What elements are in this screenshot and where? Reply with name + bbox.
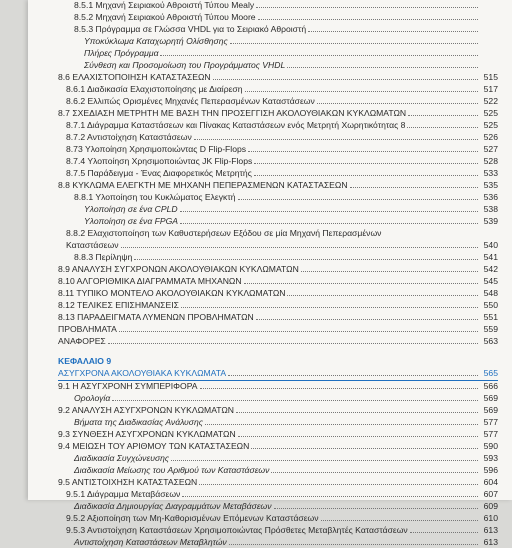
toc-entry bbox=[58, 264, 498, 275]
dot-leader bbox=[229, 537, 478, 545]
toc-page-number: 536 bbox=[483, 192, 498, 202]
toc-entry-title: Αντιστοίχηση Καταστάσεων Μεταβλητών bbox=[74, 537, 227, 547]
dot-leader bbox=[230, 36, 478, 44]
dot-leader bbox=[248, 144, 478, 152]
toc-entry-title: ΠΡΟΒΛΗΜΑΤΑ bbox=[58, 324, 117, 334]
toc-entry bbox=[58, 180, 498, 191]
toc-entry bbox=[58, 429, 498, 440]
dot-leader bbox=[321, 513, 478, 521]
toc-entry-title: Διαδικασία Μείωσης του Αριθμού των Καταστάσεων bbox=[74, 465, 270, 475]
toc-entry bbox=[58, 96, 498, 107]
chapter-heading bbox=[58, 356, 498, 367]
toc-entry bbox=[58, 368, 498, 379]
dot-leader bbox=[256, 0, 478, 8]
dot-leader bbox=[205, 417, 478, 425]
toc-entry-title: 9.5 ΑΝΤΙΣΤΟΙΧΗΣΗ ΚΑΤΑΣΤΑΣΕΩΝ bbox=[58, 477, 198, 487]
toc-entry-title: 8.6.1 Διαδικασία Ελαχιστοποίησης με Διαίρεση bbox=[66, 84, 243, 94]
toc-page-number: 517 bbox=[483, 84, 498, 94]
dot-leader bbox=[308, 24, 478, 32]
dot-leader bbox=[200, 381, 478, 389]
toc-entry bbox=[58, 156, 498, 167]
toc-entry-title: 9.3 ΣΥΝΘΕΣΗ ΑΣΥΓΧΡΟΝΩΝ ΚΥΚΛΩΜΑΤΩΝ bbox=[58, 429, 236, 439]
toc-entry bbox=[58, 120, 498, 131]
toc-entry-title: 8.6.2 Ελλιπώς Ορισμένες Μηχανές Πεπερασμένων Καταστάσεων bbox=[66, 96, 315, 106]
dot-leader bbox=[236, 405, 478, 413]
toc-page-number: 613 bbox=[483, 537, 498, 547]
dot-leader bbox=[112, 393, 478, 401]
toc-entry-title: Βήματα της Διαδικασίας Ανάλυσης bbox=[74, 417, 203, 427]
dot-leader bbox=[271, 465, 478, 473]
toc-entry bbox=[58, 216, 498, 227]
dot-leader bbox=[171, 453, 478, 461]
toc-page-number: 526 bbox=[483, 132, 498, 142]
dot-leader bbox=[238, 192, 478, 200]
toc-entry bbox=[58, 393, 498, 404]
toc-entry-title: Υποκύκλωμα Καταχωρητή Ολίσθησης bbox=[84, 36, 228, 46]
dot-leader bbox=[160, 48, 478, 56]
dot-leader bbox=[228, 368, 478, 376]
toc-page-number: 607 bbox=[483, 489, 498, 499]
toc-entry bbox=[58, 84, 498, 95]
toc-entry-title: Ορολογία bbox=[74, 393, 111, 403]
dot-leader bbox=[181, 300, 478, 308]
toc-entry bbox=[58, 525, 498, 536]
toc-entry bbox=[58, 228, 498, 239]
toc-entry bbox=[58, 501, 498, 512]
dot-leader bbox=[301, 264, 478, 272]
toc-page-number: 542 bbox=[483, 264, 498, 274]
toc-page-number: 533 bbox=[483, 168, 498, 178]
toc-page-number: 538 bbox=[483, 204, 498, 214]
dot-leader bbox=[256, 312, 478, 320]
dot-leader bbox=[180, 216, 478, 224]
toc-entry bbox=[58, 12, 498, 23]
toc-page-number: 577 bbox=[483, 429, 498, 439]
dot-leader bbox=[287, 60, 478, 68]
toc-entry bbox=[58, 204, 498, 215]
toc-entry bbox=[58, 48, 498, 59]
dot-leader bbox=[410, 525, 478, 533]
toc-entry bbox=[58, 72, 498, 83]
toc-entry-title: 8.9 ΑΝΑΛΥΣΗ ΣΥΓΧΡΟΝΩΝ ΑΚΟΛΟΥΘΙΑΚΩΝ ΚΥΚΛΩΜΑΤΩΝ bbox=[58, 264, 299, 274]
toc-entry-title: 8.6 ΕΛΑΧΙΣΤΟΠΟΙΗΣΗ ΚΑΤΑΣΤΑΣΕΩΝ bbox=[58, 72, 211, 82]
toc-entry bbox=[58, 168, 498, 179]
toc-entry bbox=[58, 0, 498, 11]
dot-leader bbox=[238, 429, 478, 437]
toc-page-number: 610 bbox=[483, 513, 498, 523]
toc-entry-title: 8.11 ΤΥΠΙΚΟ ΜΟΝΤΕΛΟ ΑΚΟΛΟΥΘΙΑΚΩΝ ΚΥΚΛΩΜΑΤΩΝ bbox=[58, 288, 286, 298]
dot-leader bbox=[350, 180, 478, 188]
toc-entry bbox=[58, 489, 498, 500]
dot-leader bbox=[182, 489, 478, 497]
dot-leader bbox=[108, 336, 478, 344]
toc-entry bbox=[58, 276, 498, 287]
dot-leader bbox=[317, 96, 478, 104]
toc-entry bbox=[58, 192, 498, 203]
dot-leader bbox=[274, 501, 478, 509]
toc-page-number: 522 bbox=[483, 96, 498, 106]
toc-entry-title: 8.8.2 Ελαχιστοποίηση των Καθυστερήσεων Εξόδου σε μία Μηχανή Πεπερασμένων bbox=[66, 228, 382, 238]
toc-entry bbox=[58, 477, 498, 488]
toc-entry-title: ΚΕΦΑΛΑΙΟ 9 bbox=[58, 356, 112, 366]
toc-entry-title: 9.5.1 Διάγραμμα Μεταβάσεων bbox=[66, 489, 181, 499]
toc-entry bbox=[58, 108, 498, 119]
toc-page-number: 539 bbox=[483, 216, 498, 226]
toc-entry-title: ΑΣΥΓΧΡΟΝΑ ΑΚΟΛΟΥΘΙΑΚΑ ΚΥΚΛΩΜΑΤΑ bbox=[58, 368, 227, 378]
toc-page-number: 577 bbox=[483, 417, 498, 427]
toc-entry bbox=[58, 312, 498, 323]
dot-leader bbox=[121, 240, 478, 248]
toc-entry-title: 8.13 ΠΑΡΑΔΕΙΓΜΑΤΑ ΛΥΜΕΝΩΝ ΠΡΟΒΛΗΜΑΤΩΝ bbox=[58, 312, 254, 322]
toc-entry-title: 9.5.2 Αξιοποίηση των Μη-Καθορισμένων Επόμενων Καταστάσεων bbox=[66, 513, 319, 523]
dot-leader bbox=[287, 288, 478, 296]
toc-entry-title: Διαδικασία Συγχώνευσης bbox=[74, 453, 170, 463]
dot-leader bbox=[254, 156, 478, 164]
dot-leader bbox=[213, 72, 478, 80]
toc-entry bbox=[58, 240, 498, 251]
toc-entry bbox=[58, 36, 498, 47]
toc-entry bbox=[58, 132, 498, 143]
dot-leader bbox=[245, 84, 478, 92]
toc-page-number: 548 bbox=[483, 288, 498, 298]
toc-entry bbox=[58, 24, 498, 35]
toc-entry bbox=[58, 417, 498, 428]
toc-entry-title: 8.7 ΣΧΕΔΙΑΣΗ ΜΕΤΡΗΤΗ ΜΕ ΒΑΣΗ ΤΗΝ ΠΡΟΣΕΓΓΙΣΗ ΑΚΟΛΟΥΘΙΑΚΩΝ ΚΥΚΛΩΜΑΤΩΝ bbox=[58, 108, 407, 118]
toc-entry-title: 8.12 ΤΕΛΙΚΕΣ ΕΠΙΣΗΜΑΝΣΕΙΣ bbox=[58, 300, 179, 310]
toc-entry bbox=[58, 300, 498, 311]
toc-entry bbox=[58, 288, 498, 299]
toc-entry-title: 8.7.4 Υλοποίηση Χρησιμοποιώντας JK Flip-Flops bbox=[66, 156, 253, 166]
toc-entry-title: 9.2 ΑΝΑΛΥΣΗ ΑΣΥΓΧΡΟΝΩΝ ΚΥΚΛΩΜΑΤΩΝ bbox=[58, 405, 235, 415]
toc-entry bbox=[58, 537, 498, 548]
toc-entry bbox=[58, 252, 498, 263]
toc-entry bbox=[58, 405, 498, 416]
toc-page-number: 609 bbox=[483, 501, 498, 511]
toc-entry-title: 8.7.2 Αντιστοίχηση Καταστάσεων bbox=[66, 132, 192, 142]
toc-page-number: 550 bbox=[483, 300, 498, 310]
dot-leader bbox=[251, 441, 478, 449]
toc-entry-title: 8.7.1 Διάγραμμα Καταστάσεων και Πίνακας Καταστάσεων ενός Μετρητή Χωρητικότητας 8 bbox=[66, 120, 406, 130]
toc-page-number: 535 bbox=[483, 180, 498, 190]
toc-page-number: 525 bbox=[483, 108, 498, 118]
toc-page-number: 559 bbox=[483, 324, 498, 334]
toc-entry-title: 9.4 ΜΕΙΩΣΗ ΤΟΥ ΑΡΙΘΜΟΥ ΤΩΝ ΚΑΤΑΣΤΑΣΕΩΝ bbox=[58, 441, 250, 451]
toc-page-number: 596 bbox=[483, 465, 498, 475]
toc-page-number: 545 bbox=[483, 276, 498, 286]
toc-entry-title: Καταστάσεων bbox=[66, 240, 119, 250]
toc-entry-title: Υλοποίηση σε ένα FPGA bbox=[84, 216, 179, 226]
toc-entry bbox=[58, 336, 498, 347]
toc-page-number: 566 bbox=[483, 381, 498, 391]
dot-leader bbox=[244, 276, 478, 284]
toc-page-number: 528 bbox=[483, 156, 498, 166]
toc-page-number: 569 bbox=[483, 393, 498, 403]
toc-entry-title: 8.8.3 Περίληψη bbox=[74, 252, 133, 262]
toc-entry-title: Υλοποίηση σε ένα CPLD bbox=[84, 204, 178, 214]
toc-page-number: 551 bbox=[483, 312, 498, 322]
toc-page-number: 525 bbox=[483, 120, 498, 130]
toc-page-number: 563 bbox=[483, 336, 498, 346]
dot-leader bbox=[134, 252, 478, 260]
dot-leader bbox=[180, 204, 478, 212]
toc-entry-title: 8.8.1 Υλοποίηση του Κυκλώματος Ελεγκτή bbox=[74, 192, 236, 202]
dot-leader bbox=[194, 132, 478, 140]
toc-entry bbox=[58, 513, 498, 524]
toc-entry bbox=[58, 453, 498, 464]
toc-entry bbox=[58, 60, 498, 71]
toc-page-number: 590 bbox=[483, 441, 498, 451]
book-page bbox=[28, 0, 512, 547]
toc-entry-title: ΑΝΑΦΟΡΕΣ bbox=[58, 336, 106, 346]
dot-leader bbox=[258, 12, 478, 20]
toc-page-number: 527 bbox=[483, 144, 498, 154]
toc-page-number: 541 bbox=[483, 252, 498, 262]
toc-page-number: 540 bbox=[483, 240, 498, 250]
dot-leader bbox=[119, 324, 478, 332]
toc-entry bbox=[58, 381, 498, 392]
toc-entry-title: 9.5.3 Αντιστοίχηση Καταστάσεων Χρησιμοποιώντας Πρόσθετες Μεταβλητές Καταστάσεων bbox=[66, 525, 408, 535]
toc-entry-title: 8.73 Υλοποίηση Χρησιμοποιώντας D Flip-Flops bbox=[66, 144, 247, 154]
toc-entry-title: 8.10 ΑΛΓΟΡΙΘΜΙΚΑ ΔΙΑΓΡΑΜΜΑΤΑ ΜΗΧΑΝΩΝ bbox=[58, 276, 242, 286]
toc-entry bbox=[58, 465, 498, 476]
toc-page-number: 604 bbox=[483, 477, 498, 487]
toc-entry-title: Διαδικασία Δημιουργίας Διαγραμμάτων Μεταβάσεων bbox=[74, 501, 272, 511]
toc-entry bbox=[58, 324, 498, 335]
toc-entry bbox=[58, 144, 498, 155]
dot-leader bbox=[199, 477, 478, 485]
toc-entry-title: 8.5.1 Μηχανή Σειριακού Αθροιστή Τύπου Mealy bbox=[74, 0, 255, 10]
toc-page-number: 569 bbox=[483, 405, 498, 415]
toc-entry-title: Πλήρες Πρόγραμμα bbox=[84, 48, 159, 58]
toc-entry-title: 8.8 ΚΥΚΛΩΜΑ ΕΛΕΓΚΤΗ ΜΕ ΜΗΧΑΝΗ ΠΕΠΕΡΑΣΜΕΝΩΝ ΚΑΤΑΣΤΑΣΕΩΝ bbox=[58, 180, 348, 190]
toc-entry bbox=[58, 441, 498, 452]
toc-page-number: 613 bbox=[483, 525, 498, 535]
toc-page-number: 593 bbox=[483, 453, 498, 463]
toc-entry-title: 8.7.5 Παράδειγμα - Ένας Διαφορετικός Μετρητής bbox=[66, 168, 252, 178]
dot-leader bbox=[408, 108, 478, 116]
toc-page-number: 515 bbox=[483, 72, 498, 82]
toc-entry-title: 8.5.2 Μηχανή Σειριακού Αθροιστή Τύπου Moore bbox=[74, 12, 256, 22]
toc-entry-title: Σύνθεση και Προσομοίωση του Προγράμματος VHDL bbox=[84, 60, 286, 70]
toc-entry-title: 9.1 Η ΑΣΥΓΧΡΟΝΗ ΣΥΜΠΕΡΙΦΟΡΑ bbox=[58, 381, 198, 391]
toc-entry-title: 8.5.3 Πρόγραμμα σε Γλώσσα VHDL για το Σειριακό Αθροιστή bbox=[74, 24, 307, 34]
dot-leader bbox=[407, 120, 478, 128]
toc-page-number: 565 bbox=[483, 368, 498, 378]
dot-leader bbox=[254, 168, 478, 176]
